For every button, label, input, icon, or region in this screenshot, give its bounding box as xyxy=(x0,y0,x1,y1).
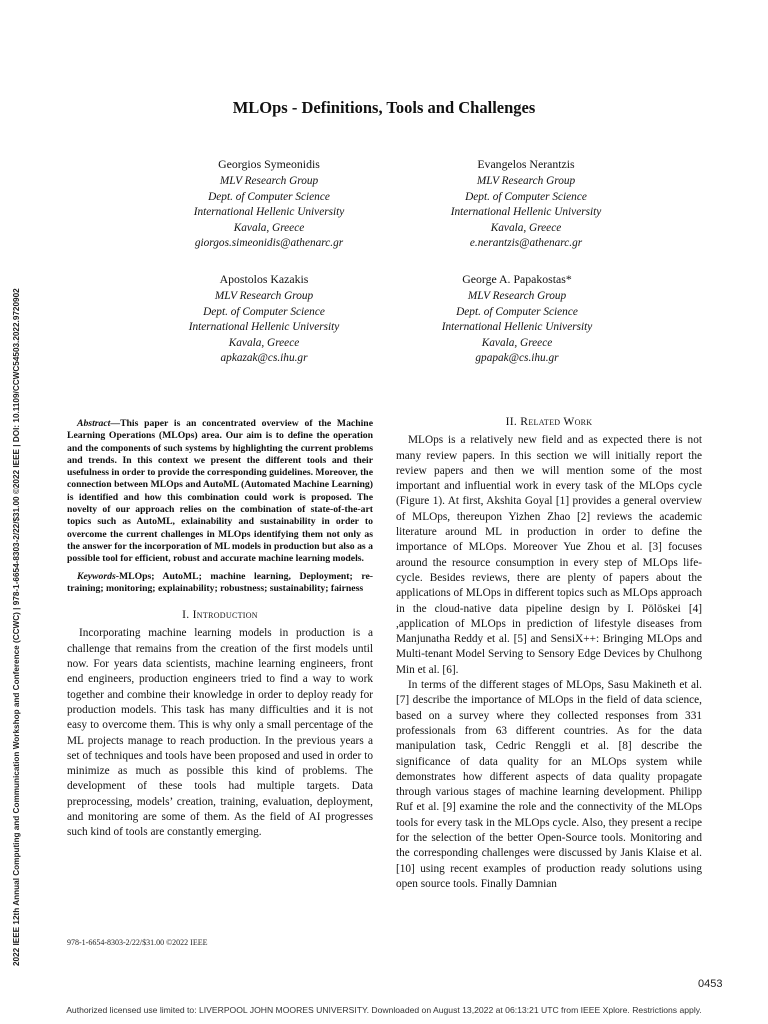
author-email: apkazak@cs.ihu.gr xyxy=(220,352,308,365)
section-heading-related-work: II. Related Work xyxy=(505,415,593,428)
author-email: e.nerantzis@athenarc.gr xyxy=(469,237,583,250)
author-name: Evangelos Nerantzis xyxy=(477,157,575,171)
abstract-label: Abstract xyxy=(77,418,111,429)
author-name: Georgios Symeonidis xyxy=(218,157,320,171)
author-block xyxy=(396,157,656,251)
keywords-paragraph xyxy=(67,571,373,596)
license-notice: Authorized licensed use limited to: LIVERPOOL JOHN MOORES UNIVERSITY. Downloaded on August 13,2022 at 06:13:21 UTC from IEEE Xplore. Restrictions apply. xyxy=(66,1005,702,1015)
keywords-text: -MLOps; AutoML; machine learning, Deployment; re-training; monitoring; explainability; robustness; sustainability; fairness xyxy=(67,570,373,594)
right-column xyxy=(396,414,702,892)
author-email: giorgos.simeonidis@athenarc.gr xyxy=(194,237,344,250)
author-group: MLV Research Group xyxy=(214,290,314,303)
author-city: Kavala, Greece xyxy=(481,336,553,349)
introduction-paragraph: Incorporating machine learning models in production is a challenge that remains from the creation of the first models until now. For years data scientists, machine learning engineers, front end engineers, production engineers tried to find a way to work together and combine their knowledge in order to deploy ready for production models. This task has many difficulties and it is not easy to overcome them. This is why only a small percentage of the ML projects manage to reach production. In the previous years a set of techniques and tools have been proposed and used in order to minimize as much as possible this kind of problems. The development of these tools had multiple targets. Data preprocessing, models’ creation, training, evaluation, deployment, and monitoring are some of them. As the field of AI progresses such kind of tools are constantly emerging. xyxy=(67,627,373,839)
author-block xyxy=(139,157,399,251)
page-number: 0453 xyxy=(698,978,723,990)
author-name: Apostolos Kazakis xyxy=(219,272,309,286)
section-heading-introduction: I. Introduction xyxy=(182,608,258,622)
author-group: MLV Research Group xyxy=(476,175,576,188)
author-email: gpapak@cs.ihu.gr xyxy=(475,352,559,365)
copyright-footnote: 978-1-6654-8303-2/22/$31.00 ©2022 IEEE xyxy=(67,938,208,947)
author-block xyxy=(387,272,647,366)
author-dept: Dept. of Computer Science xyxy=(208,190,330,203)
related-work-paragraph: In terms of the different stages of MLOps, Sasu Makineth et al. [7] describe the importance of MLOps in the field of data science, based on a survey where they collected responses from 331 professionals from 63 different countries. As for the data manipulation task, Cedric Renggli et al. [8] describe the significance of data quality for an MLOps system while demonstrates how different aspects of data quality propagate through various stages of machine learning development. Philipp Ruf et al. [9] examine the role and the connectivity of the MLOps tools for every task in the MLOps cycle. Also, they present a recipe for the selection of the better Open-Source tools. Monitoring and the corresponding challenges were discussed by Janis Klaise et al. [10] using recent examples of production ready solutions using open source tools. Finally Damnian xyxy=(396,679,702,890)
side-banner: 2022 IEEE 12th Annual Computing and Communication Workshop and Conference (CCWC) | 978-1-6654-8303-2/22/$31.00 ©2022 IEEE | DOI: 10.1109/CCWC54503.2022.9720902 xyxy=(12,288,21,966)
author-dept: Dept. of Computer Science xyxy=(203,305,325,318)
author-group: MLV Research Group xyxy=(467,290,567,303)
abstract-text: —This paper is an concentrated overview of the Machine Learning Operations (MLOps) area. Our aim is to define the operation and the components of such systems by highlighting the current problems and trends. In this context we present the different tools and their usefulness in order to provide the corresponding guidelines. Moreover, the connection between MLOps and AutoML (Automated Machine Learning) is identified and how this combination could work is proposed. The novelty of our approach relies on the combination of state-of-the-art topics such as AutoML, exlainability and sustainability in order to overcome the current challenges in MLOps identifying them not only as the answer for the incorporation of ML models in production but also as a possible tool for efficient, robust and accurate machine learning models. xyxy=(67,418,373,565)
author-dept: Dept. of Computer Science xyxy=(456,305,578,318)
author-university: International Hellenic University xyxy=(441,321,593,334)
author-university: International Hellenic University xyxy=(193,206,345,219)
keywords-label: Keywords xyxy=(77,570,116,582)
abstract-paragraph xyxy=(67,418,373,566)
author-university: International Hellenic University xyxy=(188,321,340,334)
author-university: International Hellenic University xyxy=(450,206,602,219)
author-city: Kavala, Greece xyxy=(233,221,305,234)
author-group: MLV Research Group xyxy=(219,175,319,188)
author-dept: Dept. of Computer Science xyxy=(465,190,587,203)
paper-title: MLOps - Definitions, Tools and Challenges xyxy=(232,98,536,117)
author-city: Kavala, Greece xyxy=(490,221,562,234)
related-work-paragraph: MLOps is a relatively new field and as expected there is not many review papers. In this section we will initially report the review papers and then we will mention some of the most important and influential work in every task of the MLOps cycle (Figure 1). At first, Akshita Goyal [1] provides a general overview of MLOps, thereupon Yizhen Zhao [2] reviews the academic literature around ML in production in order to define the importance of MLOps. Moreover Yue Zhou et al. [3] focuses around the resource consumption in every step of MLOps life-cycle. Besides reviews, there are plenty of papers about the applications of MLOps in different topics such as MLOps approach in the cloud-native data pipeline design by I. Pölöskei [4] ,application of MLOps in prediction of lifestyle diseases from Manjunatha Reddy et al. [5] and SensiX++: Bringing MLOps and Multi-tenant Model Serving to Sensory Edge Devices by Chulhong Min et al. [6]. xyxy=(396,434,702,676)
author-name: George A. Papakostas* xyxy=(462,272,572,286)
author-city: Kavala, Greece xyxy=(228,336,300,349)
author-block xyxy=(134,272,394,366)
left-column xyxy=(67,418,373,841)
abstract xyxy=(67,418,373,595)
